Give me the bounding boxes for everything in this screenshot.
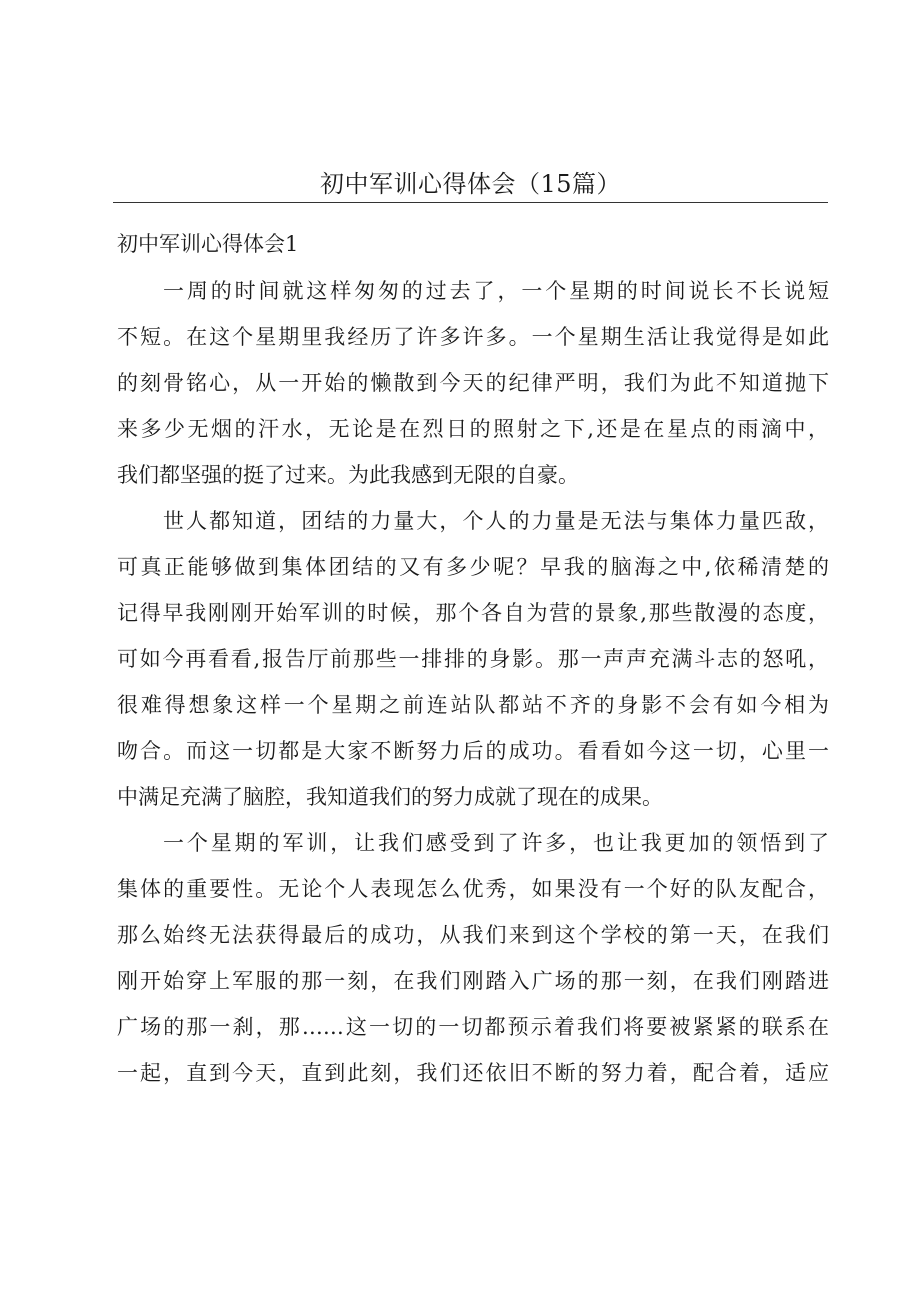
- paragraph-line: 来多少无烟的汗水，无论是在烈日的照射之下,还是在星点的雨滴中，: [117, 417, 829, 441]
- paragraph-line: 一起，直到今天，直到此刻，我们还依旧不断的努力着，配合着，适应: [117, 1061, 829, 1085]
- paragraph-line: 那么始终无法获得最后的成功，从我们来到这个学校的第一天，在我们: [117, 923, 829, 947]
- paragraph-line: 记得早我刚刚开始军训的时候，那个各自为营的景象,那些散漫的态度，: [117, 601, 829, 625]
- paragraph-line: 可如今再看看,报告厅前那些一排排的身影。那一声声充满斗志的怒吼，: [117, 647, 829, 671]
- paragraph: [117, 268, 829, 498]
- paragraph-line: 刚开始穿上军服的那一刻，在我们刚踏入广场的那一刻，在我们刚踏进: [117, 969, 829, 993]
- paragraph-line: 我们都坚强的挺了过来。为此我感到无限的自豪。: [117, 463, 579, 487]
- paragraph-line: 一个星期的军训，让我们感受到了许多，也让我更加的领悟到了: [163, 831, 829, 855]
- paragraph-line: 很难得想象这样一个星期之前连站队都站不齐的身影不会有如今相为: [117, 693, 829, 717]
- paragraph-line: 的刻骨铭心，从一开始的懒散到今天的纪律严明，我们为此不知道抛下: [117, 371, 829, 395]
- paragraph-line: 世人都知道，团结的力量大，个人的力量是无法与集体力量匹敌，: [163, 509, 829, 533]
- paragraph: [117, 820, 829, 1096]
- paragraph-line: 不短。在这个星期里我经历了许多许多。一个星期生活让我觉得是如此: [117, 325, 829, 349]
- paragraph-line: 吻合。而这一切都是大家不断努力后的成功。看看如今这一切，心里一: [117, 739, 829, 763]
- paragraph-line: 集体的重要性。无论个人表现怎么优秀，如果没有一个好的队友配合，: [117, 877, 829, 901]
- title-underline: [113, 202, 828, 203]
- paragraph: [117, 498, 829, 820]
- paragraph-line: 中满足充满了脑腔，我知道我们的努力成就了现在的成果。: [117, 785, 663, 809]
- paragraph-line: 可真正能够做到集体团结的又有多少呢？早我的脑海之中,依稀清楚的: [117, 555, 829, 579]
- paragraph-line: 广场的那一刹，那……这一切的一切都预示着我们将要被紧紧的联系在: [117, 1015, 829, 1039]
- document-title: 初中军训心得体会（15篇）: [319, 170, 622, 198]
- section-heading: 初中军训心得体会1: [117, 232, 299, 256]
- paragraph-line: 一周的时间就这样匆匆的过去了，一个星期的时间说长不长说短: [163, 279, 829, 303]
- body-text: [117, 268, 829, 1096]
